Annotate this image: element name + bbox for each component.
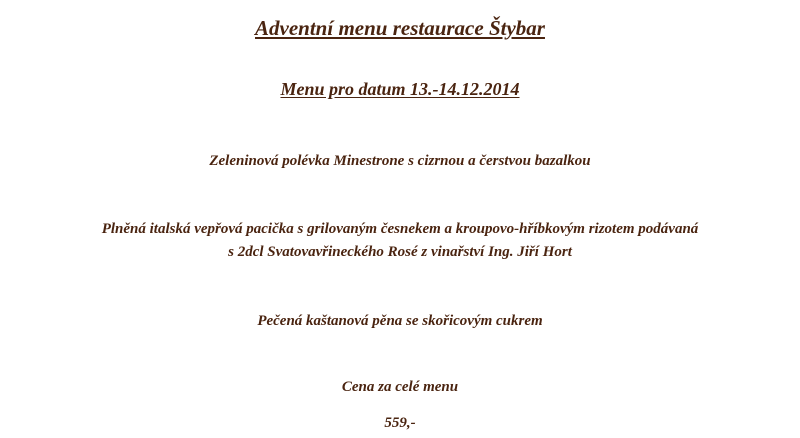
menu-price: 559,-: [384, 415, 416, 431]
dessert-course: Pečená kaštanová pěna se skořicovým cukrem: [257, 313, 543, 329]
price-label: Cena za celé menu: [341, 379, 459, 395]
menu-date-heading: Menu pro datum 13.-14.12.2014: [280, 79, 520, 99]
main-course-line-2: s 2dcl Svatovavřineckého Rosé z vinařství Ing. Jiří Hort: [228, 244, 572, 260]
menu-title: Adventní menu restaurace Štybar: [255, 16, 545, 40]
main-course-line-1: Plněná italská vepřová pacička s grilovaným česnekem a kroupovo-hříbkovým rizotem podávaná: [101, 221, 699, 237]
soup-course: Zeleninová polévka Minestrone s cizrnou a čerstvou bazalkou: [209, 153, 591, 169]
